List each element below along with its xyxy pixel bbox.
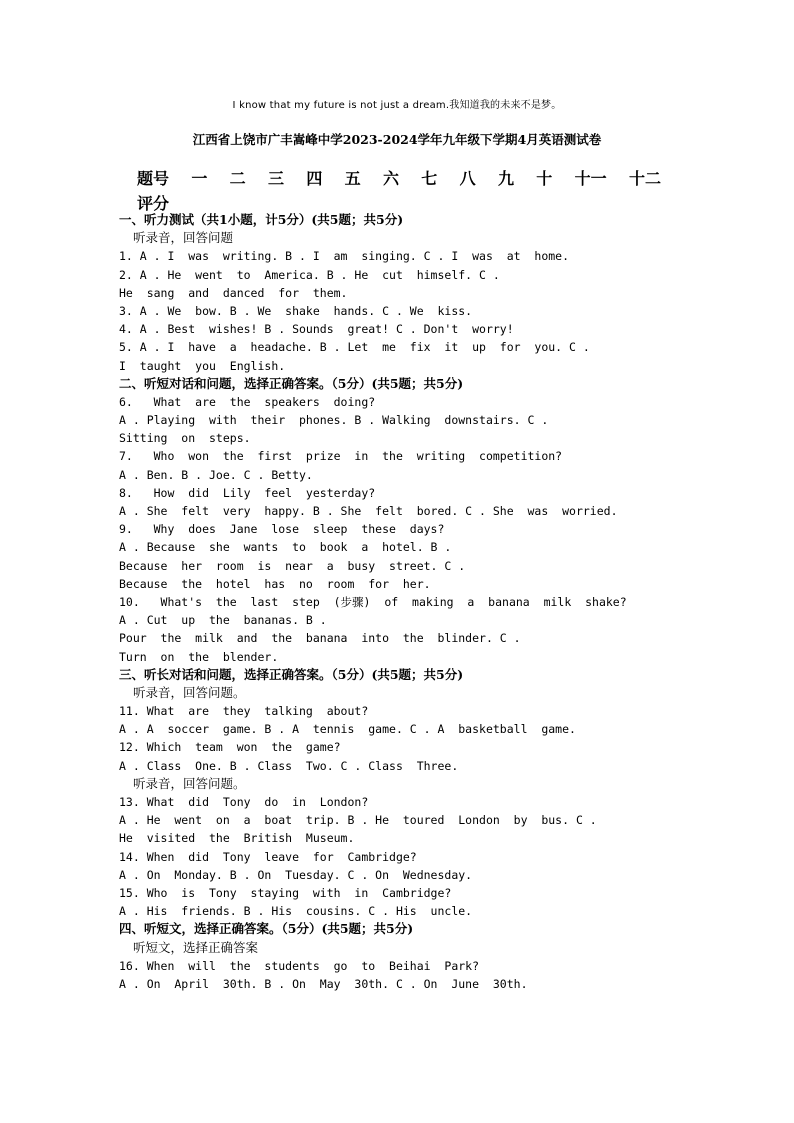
- section-heading: 二、听短对话和问题，选择正确答案。（5分）(共5题；共5分): [119, 375, 464, 391]
- section-heading: 三、听长对话和问题，选择正确答案。（5分）(共5题；共5分): [119, 666, 464, 682]
- question-line: 3. A . We bow. B . We shake hands. C . We kiss.: [119, 303, 473, 318]
- question-line: 6. What are the speakers doing?: [119, 394, 376, 409]
- question-line: 10. What's the last step (步骤) of making a banana milk shake?: [119, 594, 627, 609]
- score-header-cell: 十: [536, 169, 553, 188]
- question-line: 14. When did Tony leave for Cambridge?: [119, 849, 417, 864]
- section-heading: 一、听力测试（共1小题，计5分）(共5题；共5分): [119, 212, 404, 227]
- question-line: 16. When will the students go to Beihai Park?: [119, 958, 480, 973]
- score-header-cell: 九: [497, 169, 514, 188]
- score-header-cell: 十二: [628, 169, 661, 188]
- question-line: 11. What are they talking about?: [119, 704, 369, 719]
- exam-content: [119, 211, 679, 993]
- section-instruction: 听录音，回答问题。: [133, 775, 246, 791]
- question-line: 7. Who won the first prize in the writing competition?: [119, 449, 563, 464]
- question-line: 15. Who is Tony staying with in Cambridge?: [119, 885, 452, 900]
- question-line: A . Playing with their phones. B . Walking downstairs. C .: [119, 413, 549, 428]
- question-line: 8. How did Lily feel yesterday?: [119, 485, 376, 500]
- score-header-label: 题号: [137, 169, 170, 188]
- score-table-headers: [137, 166, 661, 189]
- exam-title: 江西省上饶市广丰嵩峰中学2023-2024学年九年级下学期4月英语测试卷: [192, 132, 602, 147]
- question-line: Because her room is near a busy street. C .: [119, 558, 466, 573]
- score-header-cell: 一: [191, 169, 208, 188]
- question-line: Pour the milk and the banana into the blinder. C .: [119, 631, 521, 646]
- score-header-cell: 六: [382, 169, 399, 188]
- section-instruction: 听录音，回答问题。: [133, 684, 246, 700]
- question-line: 5. A . I have a headache. B . Let me fix it up for you. C .: [119, 340, 590, 355]
- question-line: A . Cut up the bananas. B .: [119, 613, 327, 628]
- question-line: Because the hotel has no room for her.: [119, 576, 431, 591]
- question-line: 12. Which team won the game?: [119, 740, 341, 755]
- score-table: [137, 166, 667, 214]
- question-line: Turn on the blender.: [119, 649, 279, 664]
- question-line: A . On April 30th. B . On May 30th. C . On June 30th.: [119, 976, 528, 991]
- section-heading: 四、听短文，选择正确答案。（5分）(共5题；共5分): [119, 921, 414, 937]
- question-line: A . He went on a boat trip. B . He toured London by bus. C .: [119, 813, 597, 828]
- question-line: A . On Monday. B . On Tuesday. C . On Wednesday.: [119, 867, 473, 882]
- question-line: Sitting on steps.: [119, 431, 251, 446]
- section-instruction: 听录音，回答问题: [133, 230, 234, 246]
- score-header-cell: 五: [344, 169, 361, 188]
- page-motto: I know that my future is not just a dream.我知道我的未来不是梦。: [232, 100, 562, 111]
- question-line: A . She felt very happy. B . She felt bored. C . She was worried.: [119, 504, 618, 518]
- question-line: 9. Why does Jane lose sleep these days?: [119, 522, 445, 537]
- question-line: 13. What did Tony do in London?: [119, 795, 369, 809]
- question-line: He visited the British Museum.: [119, 831, 355, 846]
- score-row-label: 评分: [137, 194, 170, 213]
- section-instruction: 听短文，选择正确答案: [133, 939, 259, 955]
- question-line: 1. A . I was writing. B . I am singing. C . I was at home.: [119, 249, 570, 264]
- question-line: A . His friends. B . His cousins. C . His uncle.: [119, 904, 473, 919]
- question-line: A . A soccer game. B . A tennis game. C . A basketball game.: [119, 722, 576, 737]
- question-line: 2. A . He went to America. B . He cut himself. C .: [119, 267, 500, 282]
- score-header-cell: 八: [459, 169, 476, 188]
- question-line: He sang and danced for them.: [119, 285, 348, 300]
- score-header-cell: 四: [306, 169, 323, 188]
- score-header-cell: 二: [229, 169, 246, 188]
- question-line: I taught you English.: [119, 358, 286, 373]
- score-header-cell: 七: [421, 169, 438, 188]
- score-header-cell: 三: [267, 169, 284, 188]
- question-line: A . Ben. B . Joe. C . Betty.: [119, 467, 313, 482]
- question-line: A . Because she wants to book a hotel. B .: [119, 540, 452, 555]
- question-line: 4. A . Best wishes! B . Sounds great! C . Don't worry!: [119, 322, 514, 337]
- question-line: A . Class One. B . Class Two. C . Class Three.: [119, 758, 459, 773]
- score-header-cell: 十一: [574, 169, 607, 188]
